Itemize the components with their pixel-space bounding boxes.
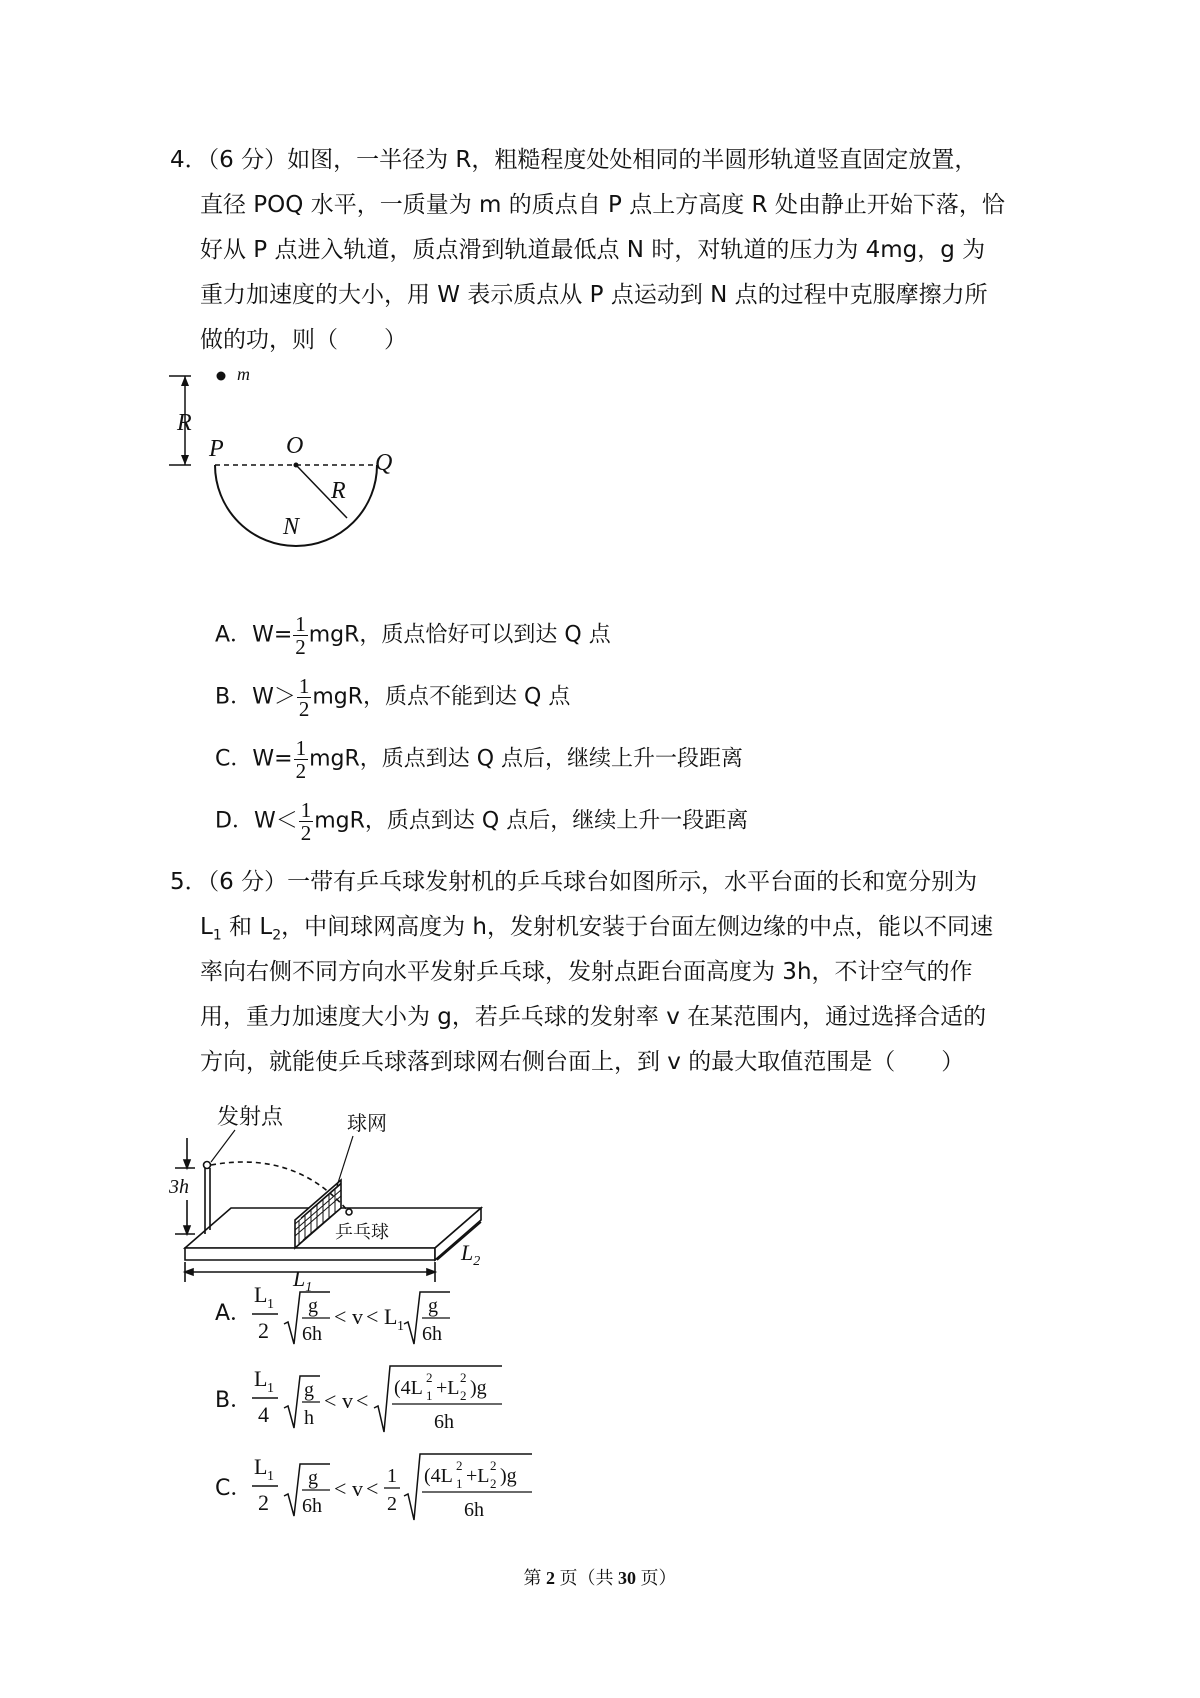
svg-text:2: 2	[490, 1476, 497, 1491]
label-O: O	[286, 433, 304, 459]
q5-option-c-formula[interactable]	[250, 1448, 540, 1524]
svg-text:<: <	[334, 1476, 347, 1501]
svg-text:6h: 6h	[464, 1499, 484, 1521]
q5-option-a-letter: A．	[215, 1301, 253, 1326]
label-P: P	[209, 436, 224, 462]
svg-text:v: v	[352, 1476, 363, 1501]
q5-line-2: $L_1$ 和 $L_2$，中间球网高度为 h，发射机安装于台面左侧边缘的中点，能以不同速	[200, 914, 993, 944]
svg-text:2: 2	[490, 1458, 497, 1473]
label-net: 球网	[347, 1111, 387, 1135]
label-Q: Q	[375, 450, 393, 476]
label-ball: 乒乓球	[335, 1222, 389, 1243]
label-L1: $L_1$	[293, 1266, 313, 1295]
label-m: m	[237, 364, 250, 384]
q5-ping-pong-table-figure	[169, 1090, 505, 1295]
q4-option-c[interactable]: C．W= $\frac{1}{2}$ mgR，质点到达 Q 点后，继续上升一段距离	[215, 736, 744, 783]
label-L2: $L_2$	[461, 1240, 481, 1269]
svg-text:v: v	[342, 1388, 353, 1413]
svg-text:(4L: (4L	[394, 1377, 423, 1399]
svg-text:2: 2	[456, 1458, 463, 1473]
svg-text:<: <	[366, 1476, 379, 1501]
ping-pong-ball	[346, 1209, 352, 1215]
q4-line-3: 好从 P 点进入轨道，质点滑到轨道最低点 N 时，对轨道的压力为 4mg，g 为	[200, 237, 986, 263]
label-N: N	[283, 514, 300, 540]
svg-text:L: L	[254, 1282, 268, 1307]
label-R-radius: R	[331, 478, 346, 504]
svg-text:2: 2	[460, 1370, 467, 1385]
svg-text:h: h	[304, 1407, 314, 1429]
svg-text:<: <	[334, 1304, 347, 1329]
svg-text:6h: 6h	[434, 1411, 454, 1433]
svg-text:g: g	[308, 1295, 318, 1317]
mass-point	[217, 372, 226, 381]
svg-text:+L: +L	[436, 1377, 460, 1399]
svg-text:L: L	[254, 1366, 268, 1391]
svg-text:1: 1	[456, 1476, 463, 1491]
svg-text:L: L	[254, 1454, 268, 1479]
label-3h: 3h	[169, 1176, 189, 1198]
svg-text:2: 2	[426, 1370, 433, 1385]
q4-option-b[interactable]: B．W＞ $\frac{1}{2}$ mgR，质点不能到达 Q 点	[215, 674, 571, 721]
svg-text:4: 4	[258, 1402, 269, 1427]
svg-text:1: 1	[426, 1388, 433, 1403]
svg-text:1: 1	[397, 1319, 404, 1334]
svg-text:1: 1	[387, 1465, 397, 1487]
q5-line-3: 率向右侧不同方向水平发射乒乓球，发射点距台面高度为 3h，不计空气的作	[200, 959, 973, 985]
q4-line-2: 直径 POQ 水平，一质量为 m 的质点自 P 点上方高度 R 处由静止开始下落，恰	[200, 192, 1005, 218]
q4-line-4: 重力加速度的大小，用 W 表示质点从 P 点运动到 N 点的过程中克服摩擦力所	[200, 282, 988, 308]
svg-text:2: 2	[258, 1318, 269, 1343]
q5-line-1: 5．（6 分）一带有乒乓球发射机的乒乓球台如图所示，水平台面的长和宽分别为	[170, 869, 978, 895]
svg-text:L: L	[384, 1304, 398, 1329]
label-R-height: R	[177, 410, 192, 436]
svg-text:+L: +L	[466, 1465, 490, 1487]
svg-text:1: 1	[267, 1381, 274, 1396]
svg-text:2: 2	[387, 1493, 397, 1515]
q4-semicircle-track-figure	[165, 360, 425, 550]
q5-line-5: 方向，就能使乒乓球落到球网右侧台面上，到 v 的最大取值范围是（ ）	[200, 1049, 965, 1075]
svg-text:)g: )g	[500, 1465, 517, 1487]
page-footer: 第 2 页（共 30 页）	[523, 1568, 677, 1588]
label-launch-point: 发射点	[217, 1105, 284, 1130]
svg-text:)g: )g	[470, 1377, 487, 1399]
q4-line-5: 做的功，则（ ）	[200, 327, 407, 353]
q5-option-c-letter: C．	[215, 1476, 253, 1501]
launch-point	[204, 1162, 211, 1169]
q5-option-b-letter: B．	[215, 1388, 253, 1413]
svg-text:2: 2	[258, 1490, 269, 1515]
q4-line-1: 4．（6 分）如图，一半径为 R，粗糙程度处处相同的半圆形轨道竖直固定放置，	[170, 147, 978, 173]
q4-option-a[interactable]: A．W= $\frac{1}{2}$ mgR，质点恰好可以到达 Q 点	[215, 612, 611, 659]
svg-text:<: <	[356, 1388, 369, 1413]
svg-text:g: g	[304, 1379, 314, 1401]
svg-text:6h: 6h	[422, 1323, 442, 1345]
svg-text:g: g	[308, 1467, 318, 1489]
svg-text:<: <	[366, 1304, 379, 1329]
q5-line-4: 用，重力加速度大小为 g，若乒乓球的发射率 v 在某范围内，通过选择合适的	[200, 1004, 987, 1030]
svg-text:g: g	[428, 1295, 438, 1317]
svg-text:<: <	[324, 1388, 337, 1413]
svg-text:2: 2	[460, 1388, 467, 1403]
svg-text:(4L: (4L	[424, 1465, 453, 1487]
svg-text:6h: 6h	[302, 1323, 322, 1345]
q5-option-a-formula[interactable]	[250, 1278, 480, 1350]
svg-text:v: v	[352, 1304, 363, 1329]
svg-text:1: 1	[267, 1297, 274, 1312]
q5-option-b-formula[interactable]	[250, 1360, 510, 1436]
svg-text:1: 1	[267, 1469, 274, 1484]
svg-text:6h: 6h	[302, 1495, 322, 1517]
q4-option-d[interactable]: D．W＜ $\frac{1}{2}$ mgR，质点到达 Q 点后，继续上升一段距离	[215, 798, 749, 845]
